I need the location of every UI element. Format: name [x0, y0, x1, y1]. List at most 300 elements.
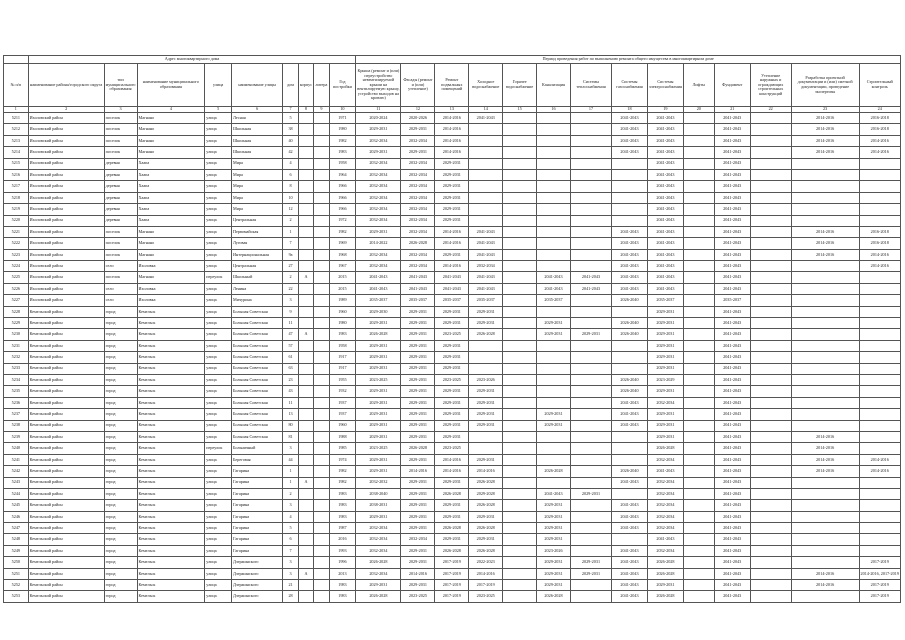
table-cell	[314, 409, 329, 420]
table-cell: 2026-2028	[435, 545, 469, 556]
table-cell: поселок	[104, 135, 137, 146]
table-cell	[503, 318, 537, 329]
table-cell	[503, 500, 537, 511]
table-cell	[683, 272, 714, 283]
table-cell: 2026-2028	[537, 591, 571, 602]
table-cell: 2014-2016	[401, 466, 435, 477]
table-cell: 5243	[4, 477, 29, 488]
table-cell: 2038-2040	[356, 488, 401, 499]
table-cell: 2014-2016	[791, 238, 859, 249]
table-cell	[469, 340, 503, 351]
table-cell: Кемельский район	[28, 386, 104, 397]
table-cell	[298, 306, 313, 317]
table-cell	[570, 477, 611, 488]
table-cell: улица	[205, 420, 232, 431]
table-cell: город	[104, 409, 137, 420]
table-cell: 2041-2043	[647, 534, 683, 545]
table-cell: 2041-2043	[714, 352, 750, 363]
table-cell: Магнано	[137, 147, 205, 158]
table-cell: Мира	[231, 192, 282, 203]
table-cell: 2029-2031	[435, 511, 469, 522]
table-cell	[314, 238, 329, 249]
table-cell: Гагарина	[231, 534, 282, 545]
table-cell: 2041-2043	[647, 215, 683, 226]
table-cell	[314, 420, 329, 431]
table-cell: 2041-2043	[714, 226, 750, 237]
table-cell: 2029-2031	[401, 124, 435, 135]
table-cell: Кемельск	[137, 443, 205, 454]
table-cell	[859, 192, 901, 203]
table-cell: 43	[283, 386, 298, 397]
table-cell	[683, 340, 714, 351]
table-cell: 1917	[329, 352, 356, 363]
table-cell	[683, 568, 714, 579]
table-cell	[683, 329, 714, 340]
table-cell	[298, 466, 313, 477]
column-number: 20	[683, 107, 714, 113]
table-cell: 2029-2031	[647, 431, 683, 442]
table-cell: 2029-2031	[356, 454, 401, 465]
table-cell: 5233	[4, 363, 29, 374]
column-number: 4	[137, 107, 205, 113]
table-cell: 2032-2034	[356, 249, 401, 260]
table-cell: улица	[205, 557, 232, 568]
table-cell	[503, 283, 537, 294]
table-cell: Гагарина	[231, 477, 282, 488]
table-cell	[683, 204, 714, 215]
table-cell: 5228	[4, 306, 29, 317]
table-cell: 10	[283, 192, 298, 203]
table-cell	[314, 113, 329, 124]
table-cell	[570, 580, 611, 591]
table-cell: 2014-2016	[859, 261, 901, 272]
header-group-works: Период проведения работ по выполнению ремонта общего имущества в многоквартирном доме	[356, 56, 901, 64]
column-number: 6	[231, 107, 282, 113]
table-cell: Гагарина	[231, 466, 282, 477]
table-cell: Магнано	[137, 113, 205, 124]
table-cell: 2041-2043	[714, 534, 750, 545]
table-cell	[298, 500, 313, 511]
column-number: 23	[791, 107, 859, 113]
table-cell	[750, 192, 791, 203]
table-cell: 2026-2028	[435, 488, 469, 499]
table-cell	[537, 238, 571, 249]
table-cell: Школьная	[231, 135, 282, 146]
column-header: Фундамент	[714, 64, 750, 107]
table-cell	[750, 147, 791, 158]
table-cell: 2029-2030	[356, 306, 401, 317]
table-cell: 81	[283, 431, 298, 442]
table-cell: Ихоловский район	[28, 249, 104, 260]
table-cell: Магнано	[137, 249, 205, 260]
table-cell	[791, 557, 859, 568]
table-cell: город	[104, 306, 137, 317]
table-cell	[859, 363, 901, 374]
table-row	[4, 306, 901, 317]
table-cell: деревня	[104, 215, 137, 226]
table-cell: Кемельск	[137, 545, 205, 556]
table-cell	[683, 295, 714, 306]
table-cell	[683, 169, 714, 180]
table-cell	[503, 557, 537, 568]
table-cell: 2041-2043	[714, 192, 750, 203]
table-cell: улица	[205, 340, 232, 351]
table-cell: 2041-2043	[714, 340, 750, 351]
table-cell: Кемельск	[137, 306, 205, 317]
table-cell	[570, 124, 611, 135]
table-cell: город	[104, 431, 137, 442]
table-cell: улица	[205, 397, 232, 408]
table-cell	[469, 352, 503, 363]
table-cell	[570, 352, 611, 363]
table-cell: 2041-2043	[612, 249, 648, 260]
table-cell	[859, 374, 901, 385]
header-group-row	[4, 56, 901, 64]
table-cell	[570, 238, 611, 249]
table-cell: 2014-2022	[356, 238, 401, 249]
table-cell: Дзержинского	[231, 591, 282, 602]
table-cell	[859, 329, 901, 340]
table-cell	[503, 181, 537, 192]
table-cell: 2017-2019	[859, 591, 901, 602]
table-cell: 2032-2034	[401, 261, 435, 272]
table-cell	[503, 340, 537, 351]
table-cell: Кемельск	[137, 329, 205, 340]
table-cell: 5225	[4, 272, 29, 283]
table-cell	[503, 215, 537, 226]
table-cell: 2017-2019	[435, 580, 469, 591]
table-cell: переулок	[205, 443, 232, 454]
table-cell	[537, 306, 571, 317]
table-cell: 5229	[4, 318, 29, 329]
table-cell: 1932	[329, 386, 356, 397]
table-cell	[683, 363, 714, 374]
table-cell: Кемельск	[137, 500, 205, 511]
table-cell	[298, 352, 313, 363]
table-cell: Кемельский район	[28, 340, 104, 351]
table-cell	[570, 431, 611, 442]
table-cell: 2029-2031	[537, 409, 571, 420]
table-cell: Кемельск	[137, 591, 205, 602]
table-cell: Магнано	[137, 135, 205, 146]
table-row	[4, 431, 901, 442]
table-cell: 2041-2043	[714, 135, 750, 146]
table-row	[4, 409, 901, 420]
table-cell	[859, 477, 901, 488]
table-cell	[791, 409, 859, 420]
table-cell: 5252	[4, 580, 29, 591]
table-cell: 2041-2043	[714, 158, 750, 169]
table-cell	[683, 158, 714, 169]
table-cell: 2014-2016	[791, 226, 859, 237]
column-header: Год постройки	[329, 64, 356, 107]
table-row	[4, 454, 901, 465]
table-cell: 5241	[4, 454, 29, 465]
table-cell: 2014-2016	[469, 466, 503, 477]
table-cell	[683, 226, 714, 237]
table-cell	[314, 147, 329, 158]
table-cell: улица	[205, 591, 232, 602]
table-cell: 2029-2031	[435, 306, 469, 317]
table-cell: А	[298, 329, 313, 340]
table-cell	[314, 226, 329, 237]
table-cell: 2029-2031	[356, 431, 401, 442]
column-header: Системы электроснабжения	[647, 64, 683, 107]
table-cell: город	[104, 591, 137, 602]
table-cell: город	[104, 397, 137, 408]
table-cell	[750, 135, 791, 146]
header-group-house: Адрес многоквартирного дома	[28, 56, 356, 64]
table-cell	[314, 272, 329, 283]
table-cell: город	[104, 534, 137, 545]
table-cell: Больничный	[231, 443, 282, 454]
table-cell	[683, 318, 714, 329]
table-cell: 38	[283, 124, 298, 135]
column-number: 17	[570, 107, 611, 113]
table-cell: Мира	[231, 169, 282, 180]
table-cell: улица	[205, 226, 232, 237]
table-cell: 2041-2043	[537, 272, 571, 283]
table-cell: 2032-2034	[356, 135, 401, 146]
table-cell: улица	[205, 523, 232, 534]
table-cell	[612, 340, 648, 351]
table-cell	[791, 295, 859, 306]
table-cell: 2041-2043	[537, 488, 571, 499]
table-cell	[750, 386, 791, 397]
table-cell	[683, 545, 714, 556]
table-cell	[683, 443, 714, 454]
column-header: Горячее водоснабжение	[503, 64, 537, 107]
table-cell	[570, 113, 611, 124]
table-cell: 2032-2034	[401, 534, 435, 545]
table-cell: Кемельск	[137, 386, 205, 397]
table-cell	[791, 169, 859, 180]
table-cell	[750, 215, 791, 226]
table-cell: поселок	[104, 124, 137, 135]
table-cell: Кемельск	[137, 420, 205, 431]
table-cell	[750, 181, 791, 192]
table-cell	[314, 580, 329, 591]
table-cell: 1917	[329, 363, 356, 374]
column-number: 19	[647, 107, 683, 113]
table-cell: Кемельск	[137, 511, 205, 522]
table-cell	[570, 500, 611, 511]
table-cell: 2035-2037	[714, 295, 750, 306]
table-cell	[537, 374, 571, 385]
table-cell: 5244	[4, 488, 29, 499]
table-cell	[314, 374, 329, 385]
table-cell	[859, 420, 901, 431]
table-cell: улица	[205, 318, 232, 329]
table-cell: Интернациональная	[231, 249, 282, 260]
table-cell: 21	[283, 580, 298, 591]
table-cell	[683, 523, 714, 534]
table-cell: 27	[283, 261, 298, 272]
table-cell	[750, 534, 791, 545]
table-cell: 2029-2031	[570, 488, 611, 499]
table-cell	[314, 500, 329, 511]
table-cell: Большая Советская	[231, 306, 282, 317]
table-cell: Ихоловский район	[28, 147, 104, 158]
table-cell: 2029-2031	[401, 420, 435, 431]
table-cell	[298, 295, 313, 306]
table-cell: Кемельск	[137, 352, 205, 363]
table-cell	[537, 261, 571, 272]
table-row	[4, 181, 901, 192]
table-row	[4, 488, 901, 499]
table-cell: 2029-2031	[401, 340, 435, 351]
table-cell: 2014-2016	[435, 466, 469, 477]
column-header: наименование муниципального образования	[137, 64, 205, 107]
table-row	[4, 192, 901, 203]
table-cell	[570, 226, 611, 237]
table-cell	[859, 534, 901, 545]
table-cell	[859, 409, 901, 420]
table-cell: 2041-2043	[612, 420, 648, 431]
table-cell	[503, 397, 537, 408]
table-cell: Луговая	[231, 238, 282, 249]
header-row	[4, 64, 901, 107]
table-cell: 2023-2026	[469, 374, 503, 385]
column-header: Лифты	[683, 64, 714, 107]
table-cell: деревня	[104, 158, 137, 169]
table-cell: 2029-2031	[356, 226, 401, 237]
table-cell	[570, 363, 611, 374]
table-cell	[537, 340, 571, 351]
table-cell	[503, 420, 537, 431]
table-cell	[750, 454, 791, 465]
table-row	[4, 283, 901, 294]
table-row	[4, 329, 901, 340]
table-cell	[314, 454, 329, 465]
table-cell: 1971	[329, 113, 356, 124]
table-cell	[314, 352, 329, 363]
table-cell: 5213	[4, 135, 29, 146]
table-cell: Дзержинского	[231, 568, 282, 579]
table-cell: 5	[283, 113, 298, 124]
table-cell: 2029-2031	[435, 500, 469, 511]
table-cell	[791, 318, 859, 329]
table-cell: 2032-2034	[469, 261, 503, 272]
column-number: 15	[503, 107, 537, 113]
table-cell	[570, 135, 611, 146]
table-cell	[537, 113, 571, 124]
table-cell: Центральная	[231, 261, 282, 272]
table-cell	[503, 272, 537, 283]
table-cell: Кемельск	[137, 523, 205, 534]
table-cell	[750, 477, 791, 488]
table-cell	[683, 238, 714, 249]
table-cell: 2014-2016	[859, 466, 901, 477]
table-cell: 5237	[4, 409, 29, 420]
table-row	[4, 386, 901, 397]
table-cell	[314, 318, 329, 329]
table-cell: 2017-2019	[435, 557, 469, 568]
table-cell: 5248	[4, 534, 29, 545]
table-cell: Кемельский район	[28, 397, 104, 408]
table-cell	[683, 124, 714, 135]
table-cell: 2029-2031	[469, 318, 503, 329]
table-cell: село	[104, 261, 137, 272]
table-cell	[859, 306, 901, 317]
table-cell: 1982	[329, 466, 356, 477]
table-cell: 2029-2031	[647, 318, 683, 329]
table-cell: 2041-2043	[714, 272, 750, 283]
table-cell	[314, 169, 329, 180]
table-cell: 1974	[329, 454, 356, 465]
table-cell: село	[104, 283, 137, 294]
table-cell: 2026-2028	[401, 238, 435, 249]
table-cell: 2029-2031	[647, 329, 683, 340]
table-cell	[570, 443, 611, 454]
table-cell	[503, 113, 537, 124]
table-cell: 2029-2031	[435, 534, 469, 545]
table-cell: Центральная	[231, 215, 282, 226]
table-row	[4, 523, 901, 534]
table-cell	[791, 261, 859, 272]
table-cell: 2016-2018	[859, 124, 901, 135]
table-cell	[537, 397, 571, 408]
table-cell	[859, 511, 901, 522]
table-cell: 2015	[329, 272, 356, 283]
table-cell: 2023-2025	[356, 374, 401, 385]
table-cell: 2029-2031	[537, 329, 571, 340]
table-cell: Кемельский район	[28, 477, 104, 488]
column-header: Разработка проектной документации и (или) сметной документации, проведение экспертизы	[791, 64, 859, 107]
table-cell	[537, 454, 571, 465]
table-cell: 2041-2043	[647, 181, 683, 192]
table-cell: 2029-2031	[435, 340, 469, 351]
table-cell: Кемельский район	[28, 591, 104, 602]
table-cell	[537, 363, 571, 374]
table-cell: Школьная	[231, 147, 282, 158]
table-cell	[750, 318, 791, 329]
table-cell	[750, 340, 791, 351]
table-cell: 2029-2031	[537, 557, 571, 568]
table-cell: 57	[283, 340, 298, 351]
table-cell: 2041-2043	[469, 238, 503, 249]
table-cell	[859, 340, 901, 351]
table-cell: 2029-2031	[401, 329, 435, 340]
column-header: № п/п	[4, 64, 29, 107]
table-cell: 2032-2034	[647, 500, 683, 511]
table-cell	[791, 545, 859, 556]
table-cell: 2015	[329, 283, 356, 294]
table-cell: Хаапа	[137, 192, 205, 203]
table-cell	[570, 545, 611, 556]
table-cell: 11	[283, 318, 298, 329]
table-cell: переулок	[205, 272, 232, 283]
table-row	[4, 215, 901, 226]
table-cell	[750, 397, 791, 408]
table-cell	[683, 431, 714, 442]
table-cell: 2014-2016	[859, 249, 901, 260]
table-cell	[314, 283, 329, 294]
table-cell: 2023-2025	[435, 374, 469, 385]
table-cell: 2029-2031	[356, 124, 401, 135]
table-cell: 61	[283, 352, 298, 363]
table-cell: 2029-2031	[537, 580, 571, 591]
table-cell: 2032-2034	[647, 488, 683, 499]
table-cell: 2014-2016	[435, 226, 469, 237]
table-cell: 2026-2028	[647, 557, 683, 568]
table-cell: улица	[205, 488, 232, 499]
table-cell: 1966	[329, 204, 356, 215]
table-cell	[859, 169, 901, 180]
table-cell	[750, 261, 791, 272]
table-cell	[503, 124, 537, 135]
table-cell: Кемельск	[137, 363, 205, 374]
